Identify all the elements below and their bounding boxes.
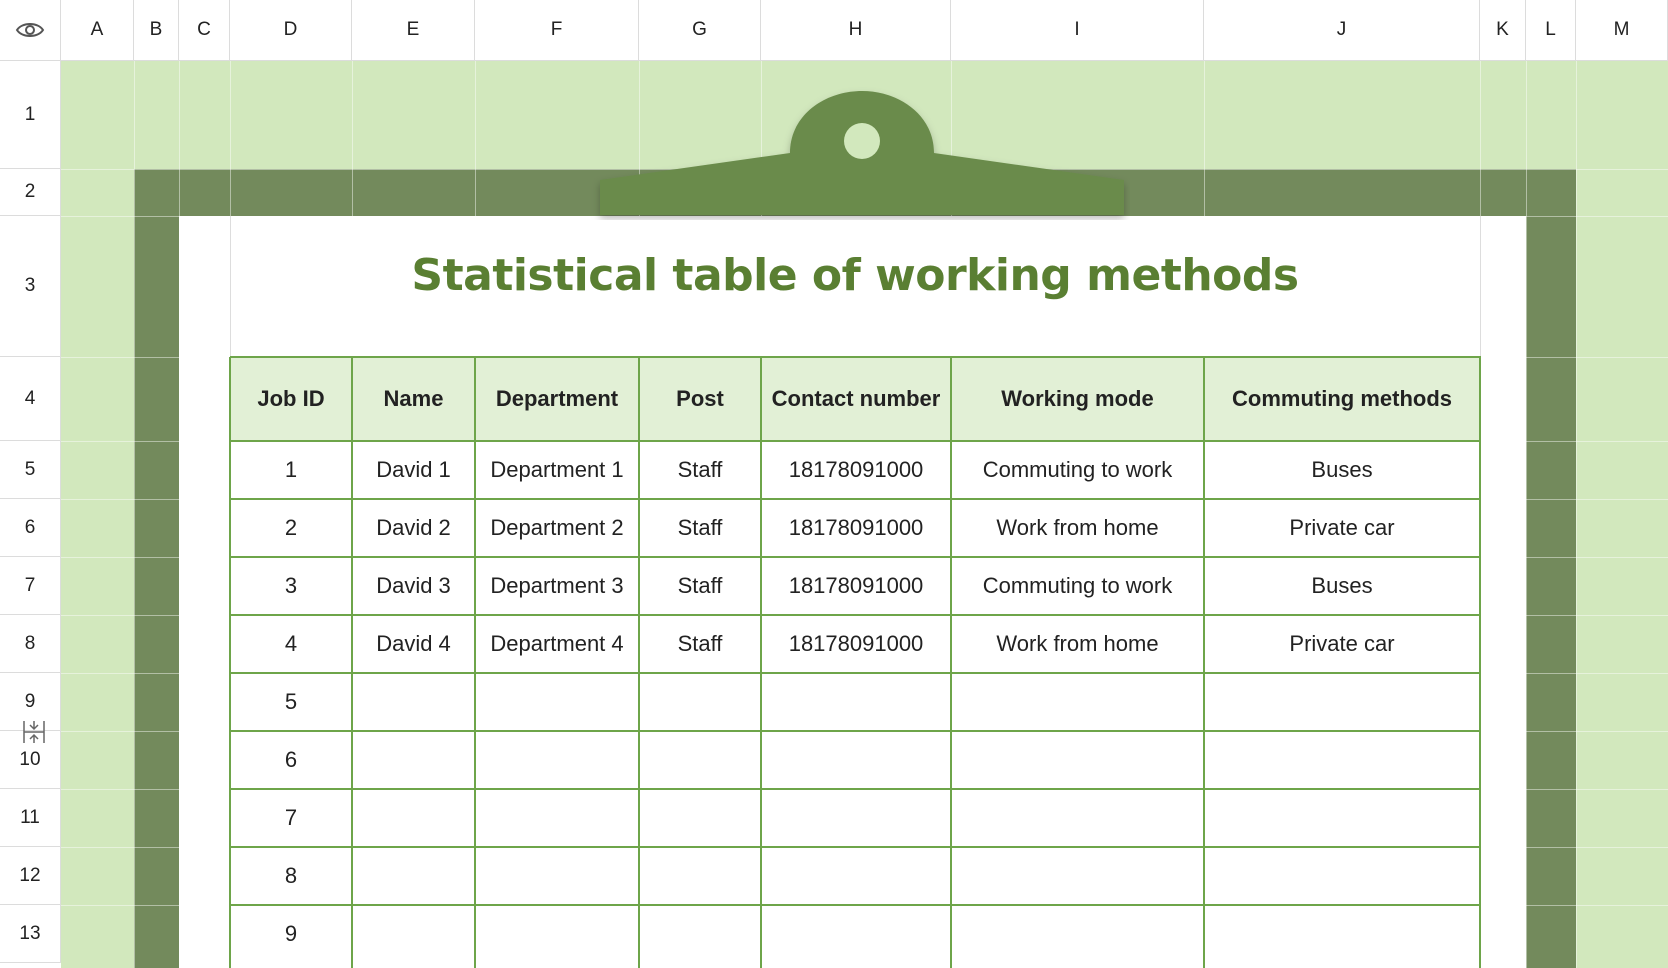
table-cell[interactable]: [639, 905, 761, 963]
light-green-right-band: [1576, 169, 1668, 968]
row-header-11[interactable]: 11: [0, 789, 61, 847]
table-cell[interactable]: [475, 731, 639, 789]
table-border-vertical: [638, 357, 640, 968]
table-cell[interactable]: 3: [284, 573, 298, 598]
table-border-vertical: [950, 357, 952, 968]
column-header-m[interactable]: M: [1576, 0, 1668, 61]
table-header-cell[interactable]: Name: [383, 386, 444, 411]
table-border-vertical: [474, 357, 476, 968]
row-header-5[interactable]: 5: [0, 441, 61, 499]
row-header-9[interactable]: 9: [0, 673, 61, 731]
column-header-c[interactable]: C: [179, 0, 230, 61]
table-cell[interactable]: [475, 673, 639, 731]
table-cell[interactable]: David 2: [376, 515, 451, 540]
table-cell[interactable]: Work from home: [996, 515, 1159, 540]
table-header-cell[interactable]: Job ID: [257, 386, 325, 411]
column-header-a[interactable]: A: [61, 0, 134, 61]
table-border-horizontal: [230, 556, 1481, 558]
light-green-left-band: [61, 169, 134, 968]
table-border-vertical: [1479, 357, 1481, 968]
table-cell[interactable]: [1204, 731, 1480, 789]
table-cell[interactable]: [1204, 905, 1480, 963]
table-border-vertical: [760, 357, 762, 968]
column-header-h[interactable]: H: [761, 0, 951, 61]
table-cell[interactable]: [761, 731, 951, 789]
table-cell[interactable]: 18178091000: [788, 515, 924, 540]
sheet-title: Statistical table of working methods: [411, 250, 1299, 301]
column-header-g[interactable]: G: [639, 0, 761, 61]
dark-green-left-bar: [134, 216, 179, 968]
table-cell[interactable]: [639, 673, 761, 731]
table-cell[interactable]: 18178091000: [788, 631, 924, 656]
table-cell[interactable]: [761, 905, 951, 963]
table-border-horizontal: [230, 356, 1481, 358]
column-header-b[interactable]: B: [134, 0, 179, 61]
row-resize-icon[interactable]: [22, 720, 46, 744]
table-cell[interactable]: 2: [284, 515, 298, 540]
eye-icon[interactable]: [15, 20, 45, 40]
table-border-horizontal: [230, 788, 1481, 790]
table-cell[interactable]: Department 1: [490, 457, 624, 482]
table-border-vertical: [1203, 357, 1205, 968]
table-cell[interactable]: Commuting to work: [982, 457, 1173, 482]
table-cell[interactable]: 1: [284, 457, 298, 482]
table-cell[interactable]: 4: [284, 631, 298, 656]
table-cell[interactable]: Staff: [677, 515, 723, 540]
gridline-vertical: [179, 61, 180, 968]
row-header-8[interactable]: 8: [0, 615, 61, 673]
table-cell[interactable]: Private car: [1289, 631, 1395, 656]
table-header-cell[interactable]: Working mode: [1001, 386, 1154, 411]
select-all-corner[interactable]: [0, 0, 61, 61]
row-header-4[interactable]: 4: [0, 357, 61, 441]
table-cell[interactable]: Staff: [677, 631, 723, 656]
table-cell[interactable]: Staff: [677, 573, 723, 598]
table-cell[interactable]: [639, 789, 761, 847]
table-cell[interactable]: [475, 905, 639, 963]
column-header-k[interactable]: K: [1480, 0, 1526, 61]
table-cell[interactable]: [1204, 847, 1480, 905]
table-cell[interactable]: [951, 847, 1204, 905]
table-border-horizontal: [230, 440, 1481, 442]
table-cell[interactable]: [639, 731, 761, 789]
table-cell[interactable]: 8: [284, 863, 298, 888]
column-header-e[interactable]: E: [352, 0, 475, 61]
table-border-vertical: [351, 357, 353, 968]
table-cell[interactable]: [352, 673, 475, 731]
column-header-f[interactable]: F: [475, 0, 639, 61]
table-border-vertical: [229, 357, 231, 968]
table-border-horizontal: [230, 672, 1481, 674]
gridline-vertical: [1480, 216, 1481, 357]
table-cell[interactable]: [639, 847, 761, 905]
row-header-3[interactable]: 3: [0, 216, 61, 357]
table-cell[interactable]: Work from home: [996, 631, 1159, 656]
column-header-d[interactable]: D: [230, 0, 352, 61]
gridline-vertical: [1526, 61, 1527, 968]
table-cell[interactable]: [951, 905, 1204, 963]
table-cell[interactable]: [951, 673, 1204, 731]
gridline-vertical: [1576, 61, 1577, 968]
gridline-vertical: [134, 61, 135, 968]
row-header-12[interactable]: 12: [0, 847, 61, 905]
table-cell[interactable]: [761, 673, 951, 731]
table-cell[interactable]: [352, 905, 475, 963]
table-cell[interactable]: [761, 847, 951, 905]
table-cell[interactable]: [352, 731, 475, 789]
table-cell[interactable]: [352, 847, 475, 905]
column-header-l[interactable]: L: [1526, 0, 1576, 61]
table-border-horizontal: [230, 498, 1481, 500]
row-header-7[interactable]: 7: [0, 557, 61, 615]
row-header-2[interactable]: 2: [0, 169, 61, 216]
row-header-1[interactable]: 1: [0, 61, 61, 169]
table-cell[interactable]: [951, 731, 1204, 789]
table-cell[interactable]: Department 2: [490, 515, 624, 540]
table-cell[interactable]: Department 4: [490, 631, 624, 656]
row-header-13[interactable]: 13: [0, 905, 61, 963]
table-cell[interactable]: Department 3: [490, 573, 624, 598]
table-cell[interactable]: David 1: [376, 457, 451, 482]
row-header-10[interactable]: 10: [0, 731, 61, 789]
row-header-6[interactable]: 6: [0, 499, 61, 557]
table-cell[interactable]: [475, 789, 639, 847]
table-cell[interactable]: Buses: [1311, 573, 1373, 598]
table-cell[interactable]: [352, 789, 475, 847]
table-border-horizontal: [230, 904, 1481, 906]
clipboard-clip-icon: [590, 85, 1130, 220]
table-cell[interactable]: [475, 847, 639, 905]
table-header-cell[interactable]: Post: [676, 386, 724, 411]
table-cell[interactable]: Staff: [677, 457, 723, 482]
column-header-j[interactable]: J: [1204, 0, 1480, 61]
table-cell[interactable]: 18178091000: [788, 573, 924, 598]
table-border-horizontal: [230, 846, 1481, 848]
table-cell[interactable]: Commuting to work: [982, 573, 1173, 598]
table-cell[interactable]: 6: [284, 747, 298, 772]
table-cell[interactable]: David 4: [376, 631, 451, 656]
table-cell[interactable]: [761, 789, 951, 847]
table-border-horizontal: [230, 730, 1481, 732]
table-header-cell[interactable]: Commuting methods: [1232, 386, 1452, 411]
table-cell[interactable]: [1204, 789, 1480, 847]
column-header-i[interactable]: I: [951, 0, 1204, 61]
table-cell[interactable]: 5: [284, 689, 298, 714]
table-cell[interactable]: 7: [284, 805, 298, 830]
table-cell[interactable]: Buses: [1311, 457, 1373, 482]
table-border-horizontal: [230, 614, 1481, 616]
dark-green-right-bar: [1526, 216, 1576, 968]
table-header-cell[interactable]: Department: [495, 386, 619, 411]
table-cell[interactable]: Private car: [1289, 515, 1395, 540]
table-cell[interactable]: 18178091000: [788, 457, 924, 482]
table-cell[interactable]: [1204, 673, 1480, 731]
table-cell[interactable]: 9: [284, 921, 298, 946]
table-cell[interactable]: [951, 789, 1204, 847]
table-header-cell[interactable]: Contact number: [771, 386, 941, 411]
table-cell[interactable]: David 3: [376, 573, 451, 598]
